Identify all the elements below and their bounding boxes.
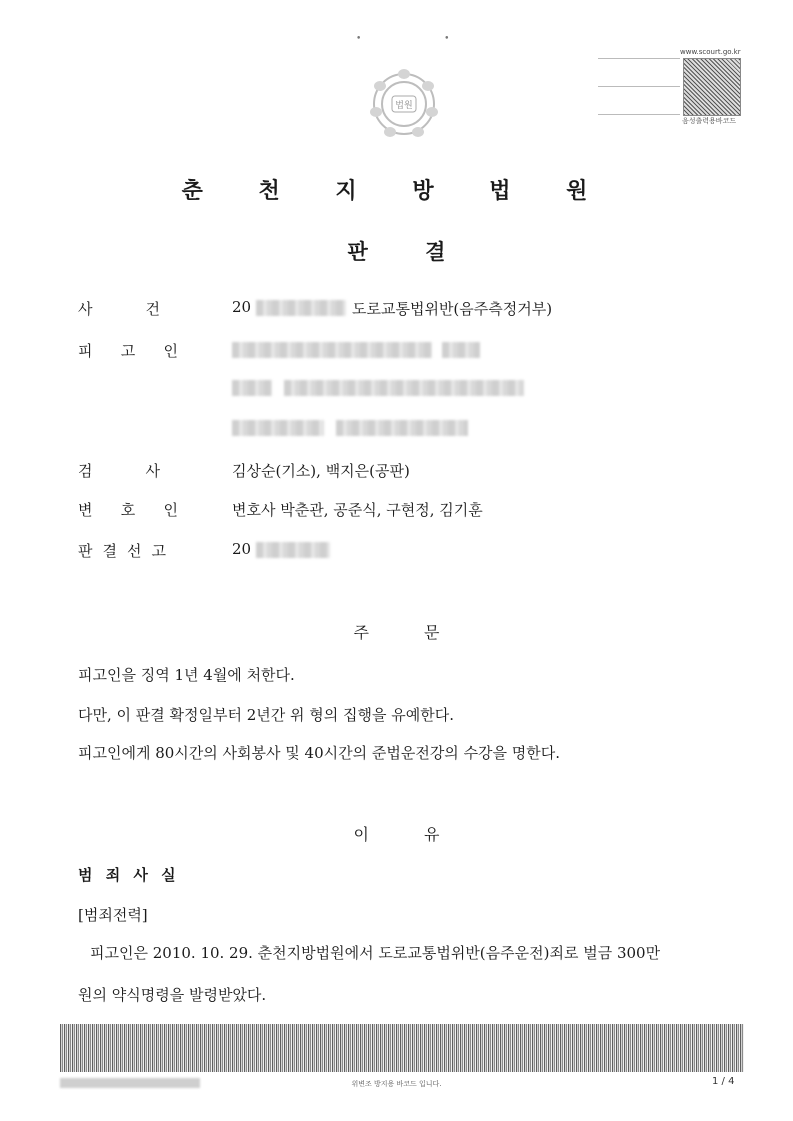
document-title: 판 결 [347, 239, 446, 264]
divider [598, 114, 680, 115]
reason-text-line-2: 원의 약식명령을 발령받았다. [78, 986, 267, 1004]
footer-caption: 위변조 방지용 바코드 입니다. [351, 1080, 442, 1088]
label-defendant: 피 고 인 [78, 342, 178, 360]
reason-text-line-1: 피고인은 2010. 10. 29. 춘천지방법원에서 도로교통법위반(음주운전)죄로 벌금 300만 [90, 944, 661, 962]
redacted-defendant-line2b [284, 380, 524, 396]
divider [598, 86, 680, 87]
redacted-defendant-line3a [232, 420, 324, 436]
case-number: 20 [232, 298, 252, 316]
label-case: 사 건 [78, 300, 160, 318]
court-emblem-icon [364, 64, 444, 144]
redacted-case-number [256, 300, 346, 316]
redacted-defendant-line3b [336, 420, 468, 436]
sentence-date: 20 [232, 540, 252, 558]
redacted-sentence-date [256, 542, 330, 558]
page-number: 1 / 4 [712, 1076, 735, 1087]
label-sentence-date: 판 결 선 고 [78, 542, 166, 560]
crime-facts-heading: 범 죄 사 실 [78, 866, 180, 884]
prior-record-heading: [범죄전력] [78, 906, 148, 924]
label-prosecutor: 검 사 [78, 462, 160, 480]
prosecutor-names: 김상순(기소), 백지은(공판) [232, 462, 410, 480]
order-line-1: 피고인을 징역 1년 4월에 처한다. [78, 666, 295, 684]
emblem-label: 법원 [395, 101, 413, 111]
order-line-3: 피고인에게 80시간의 사회봉사 및 40시간의 준법운전강의 수강을 명한다. [78, 744, 561, 762]
court-name: 춘 천 지 방 법 원 [181, 178, 612, 204]
barcode-caption: 음성출력용바코드 [682, 117, 737, 125]
order-heading: 주 문 [353, 623, 440, 642]
redacted-defendant-line2a [232, 380, 272, 396]
site-url[interactable]: www.scourt.go.kr [680, 48, 741, 56]
redacted-defendant-line1 [232, 342, 432, 358]
voice-barcode-icon [683, 58, 741, 116]
counsel-names: 변호사 박춘관, 공준식, 구현정, 김기훈 [232, 501, 483, 519]
case-name: 도로교통법위반(음주측정거부) [352, 300, 553, 318]
order-line-2: 다만, 이 판결 확정일부터 2년간 위 형의 집행을 유예한다. [78, 706, 455, 724]
divider [598, 58, 680, 59]
redacted-defendant-line1b [442, 342, 480, 358]
anti-forgery-barcode-icon [60, 1024, 744, 1072]
scan-marks: • • [356, 34, 490, 44]
label-counsel: 변 호 인 [78, 501, 178, 519]
reason-heading: 이 유 [353, 825, 440, 844]
